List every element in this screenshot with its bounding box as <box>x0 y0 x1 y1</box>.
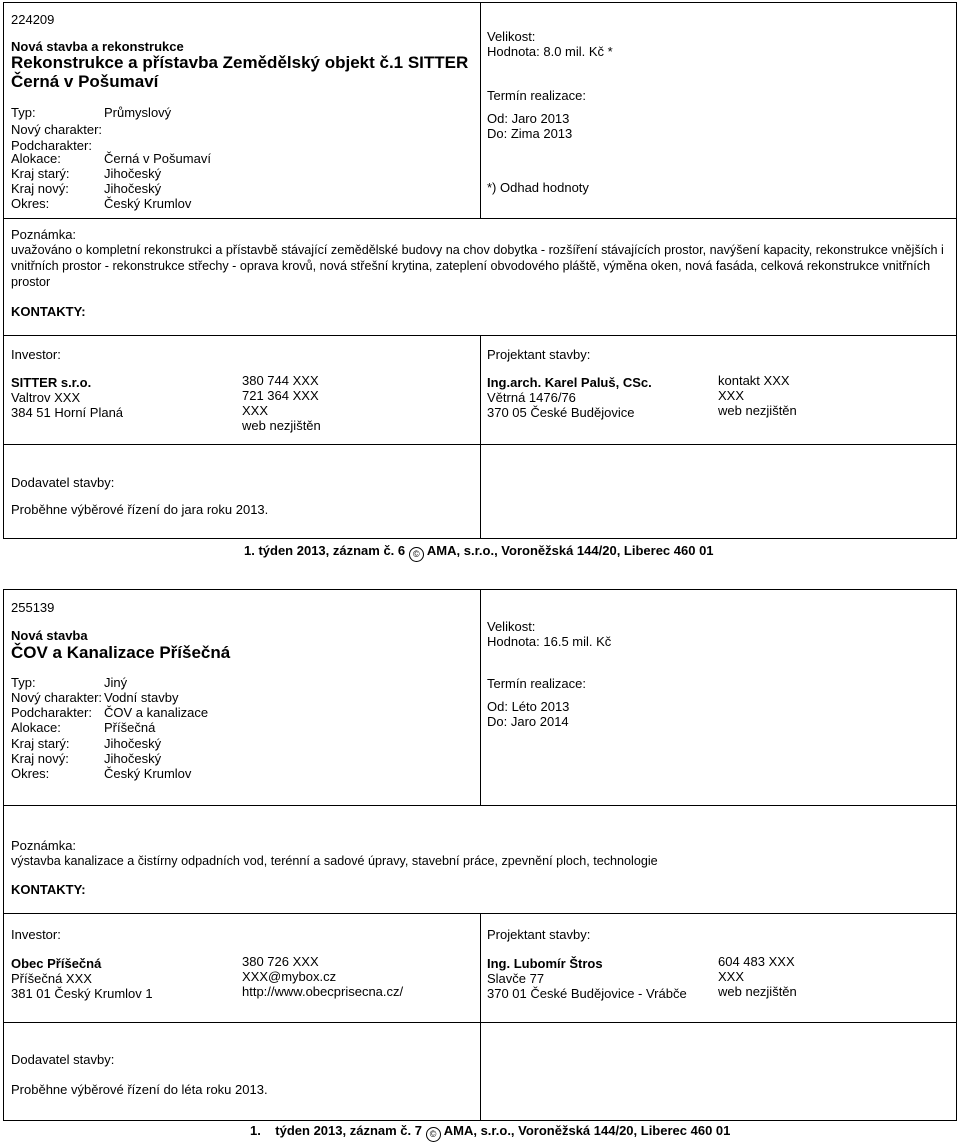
poznamka-label: Poznámka: <box>11 838 77 853</box>
podcharakter-value: ČOV a kanalizace <box>104 705 209 720</box>
typ-value: Průmyslový <box>104 105 172 120</box>
record-2-header-divider <box>480 589 481 805</box>
footer-company: AMA, s.r.o., Voroněžská 144/20, Liberec 460 01 <box>443 1123 731 1138</box>
projektant-contact-1: kontakt XXX <box>718 373 790 388</box>
typ-value: Jiný <box>104 675 128 690</box>
record-1-header-rule <box>3 218 957 219</box>
footer-company: AMA, s.r.o., Voroněžská 144/20, Liberec 460 01 <box>426 543 714 558</box>
novy-charakter-label: Nový charakter: <box>11 690 103 705</box>
poznamka-text: uvažováno o kompletní rekonstrukci a přístavbě stávající zemědělské budovy na chov dobytka - rozšíření stávajících prostor, navýšení kapacity, rekonstrukce vnějších i vnitřních prostor - rekonstrukce střechy - oprava krovů, nová střešní krytina, zateplení obvodového pláště, výměna oken, nová fasáda, celková rekonstrukce vnitřních prostor <box>11 243 944 289</box>
podcharakter-label: Podcharakter: <box>11 138 92 153</box>
projektant-address-1: Větrná 1476/76 <box>487 390 576 405</box>
kontakty-heading: KONTAKTY: <box>11 882 86 897</box>
record-title-line2: Černá v Pošumaví <box>11 72 159 91</box>
kraj-stary-label: Kraj starý: <box>11 166 70 181</box>
record-1-supplier-divider <box>480 444 481 539</box>
record-2-contacts-divider <box>480 913 481 1022</box>
alokace-label: Alokace: <box>11 151 61 166</box>
investor-phone: 380 726 XXX <box>242 954 319 969</box>
velikost-label: Velikost: <box>487 29 536 44</box>
okres-value: Český Krumlov <box>104 196 192 211</box>
investor-email: XXX <box>242 403 269 418</box>
okres-label: Okres: <box>11 766 50 781</box>
projektant-name: Ing.arch. Karel Paluš, CSc. <box>487 375 652 390</box>
termin-do: Do: Zima 2013 <box>487 126 573 141</box>
projektant-address-2: 370 01 České Budějovice - Vrábče <box>487 986 687 1001</box>
record-2-header-rule <box>3 805 957 806</box>
okres-label: Okres: <box>11 196 50 211</box>
projektant-phone: 604 483 XXX <box>718 954 795 969</box>
record-2-supplier-divider <box>480 1022 481 1121</box>
typ-label: Typ: <box>11 675 36 690</box>
kraj-novy-label: Kraj nový: <box>11 751 69 766</box>
dodavatel-label: Dodavatel stavby: <box>11 475 115 490</box>
hodnota-value: Hodnota: 8.0 mil. Kč * <box>487 44 613 59</box>
record-category: Nová stavba a rekonstrukce <box>11 39 184 54</box>
record-title: ČOV a Kanalizace Příšečná <box>11 643 231 662</box>
kontakty-heading: KONTAKTY: <box>11 304 86 319</box>
investor-phone-1: 380 744 XXX <box>242 373 319 388</box>
termin-label: Termín realizace: <box>487 676 586 691</box>
investor-label: Investor: <box>11 927 61 942</box>
termin-label: Termín realizace: <box>487 88 586 103</box>
investor-web: web nezjištěn <box>242 418 321 433</box>
alokace-value: Černá v Pošumaví <box>104 151 211 166</box>
odhad-note: *) Odhad hodnoty <box>487 180 589 195</box>
record-title: Rekonstrukce a přístavba Zemědělský objekt č.1 SITTER <box>11 53 469 72</box>
projektant-contact-2: XXX <box>718 969 745 984</box>
footer-record-info: 1. týden 2013, záznam č. 6 <box>244 543 406 558</box>
kraj-stary-value: Jihočeský <box>104 166 162 181</box>
kraj-novy-value: Jihočeský <box>104 181 162 196</box>
copyright-icon: © <box>409 547 424 562</box>
record-1-header-divider <box>480 2 481 218</box>
okres-value: Český Krumlov <box>104 766 192 781</box>
projektant-label: Projektant stavby: <box>487 347 591 362</box>
kraj-stary-value: Jihočeský <box>104 736 162 751</box>
termin-do: Do: Jaro 2014 <box>487 714 569 729</box>
record-1-contacts-divider <box>480 335 481 444</box>
investor-address-1: Valtrov XXX <box>11 390 81 405</box>
projektant-address-1: Slavče 77 <box>487 971 545 986</box>
typ-label: Typ: <box>11 105 36 120</box>
investor-name: Obec Příšečná <box>11 956 102 971</box>
projektant-web: web nezjištěn <box>718 403 797 418</box>
dodavatel-label: Dodavatel stavby: <box>11 1052 115 1067</box>
record-category: Nová stavba <box>11 628 88 643</box>
investor-address-2: 384 51 Horní Planá <box>11 405 124 420</box>
investor-web: http://www.obecprisecna.cz/ <box>242 984 404 999</box>
novy-charakter-label: Nový charakter: <box>11 122 103 137</box>
novy-charakter-value: Vodní stavby <box>104 690 179 705</box>
projektant-contact-2: XXX <box>718 388 745 403</box>
kraj-stary-label: Kraj starý: <box>11 736 70 751</box>
kraj-novy-label: Kraj nový: <box>11 181 69 196</box>
hodnota-value: Hodnota: 16.5 mil. Kč <box>487 634 612 649</box>
termin-od: Od: Jaro 2013 <box>487 111 570 126</box>
investor-address-1: Příšečná XXX <box>11 971 92 986</box>
projektant-web: web nezjištěn <box>718 984 797 999</box>
velikost-label: Velikost: <box>487 619 536 634</box>
projektant-label: Projektant stavby: <box>487 927 591 942</box>
investor-name: SITTER s.r.o. <box>11 375 92 390</box>
dodavatel-text: Proběhne výběrové řízení do jara roku 2013. <box>11 502 269 517</box>
alokace-value: Příšečná <box>104 720 156 735</box>
termin-od: Od: Léto 2013 <box>487 699 570 714</box>
kraj-novy-value: Jihočeský <box>104 751 162 766</box>
record-id: 255139 <box>11 600 55 615</box>
projektant-name: Ing. Lubomír Štros <box>487 956 603 971</box>
record-footer <box>244 543 714 562</box>
footer-record-info: 1. týden 2013, záznam č. 7 <box>250 1123 422 1138</box>
dodavatel-text: Proběhne výběrové řízení do léta roku 2013. <box>11 1082 268 1097</box>
poznamka-text: výstavba kanalizace a čistírny odpadních vod, terénní a sadové úpravy, stavební práce, zpevnění ploch, technologie <box>11 854 658 868</box>
investor-email: XXX@mybox.cz <box>242 969 337 984</box>
record-id: 224209 <box>11 12 55 27</box>
investor-label: Investor: <box>11 347 61 362</box>
projektant-address-2: 370 05 České Budějovice <box>487 405 635 420</box>
copyright-icon: © <box>426 1127 441 1142</box>
poznamka-label: Poznámka: <box>11 227 77 242</box>
alokace-label: Alokace: <box>11 720 61 735</box>
investor-phone-2: 721 364 XXX <box>242 388 319 403</box>
record-footer <box>250 1123 730 1142</box>
podcharakter-label: Podcharakter: <box>11 705 92 720</box>
investor-address-2: 381 01 Český Krumlov 1 <box>11 986 153 1001</box>
